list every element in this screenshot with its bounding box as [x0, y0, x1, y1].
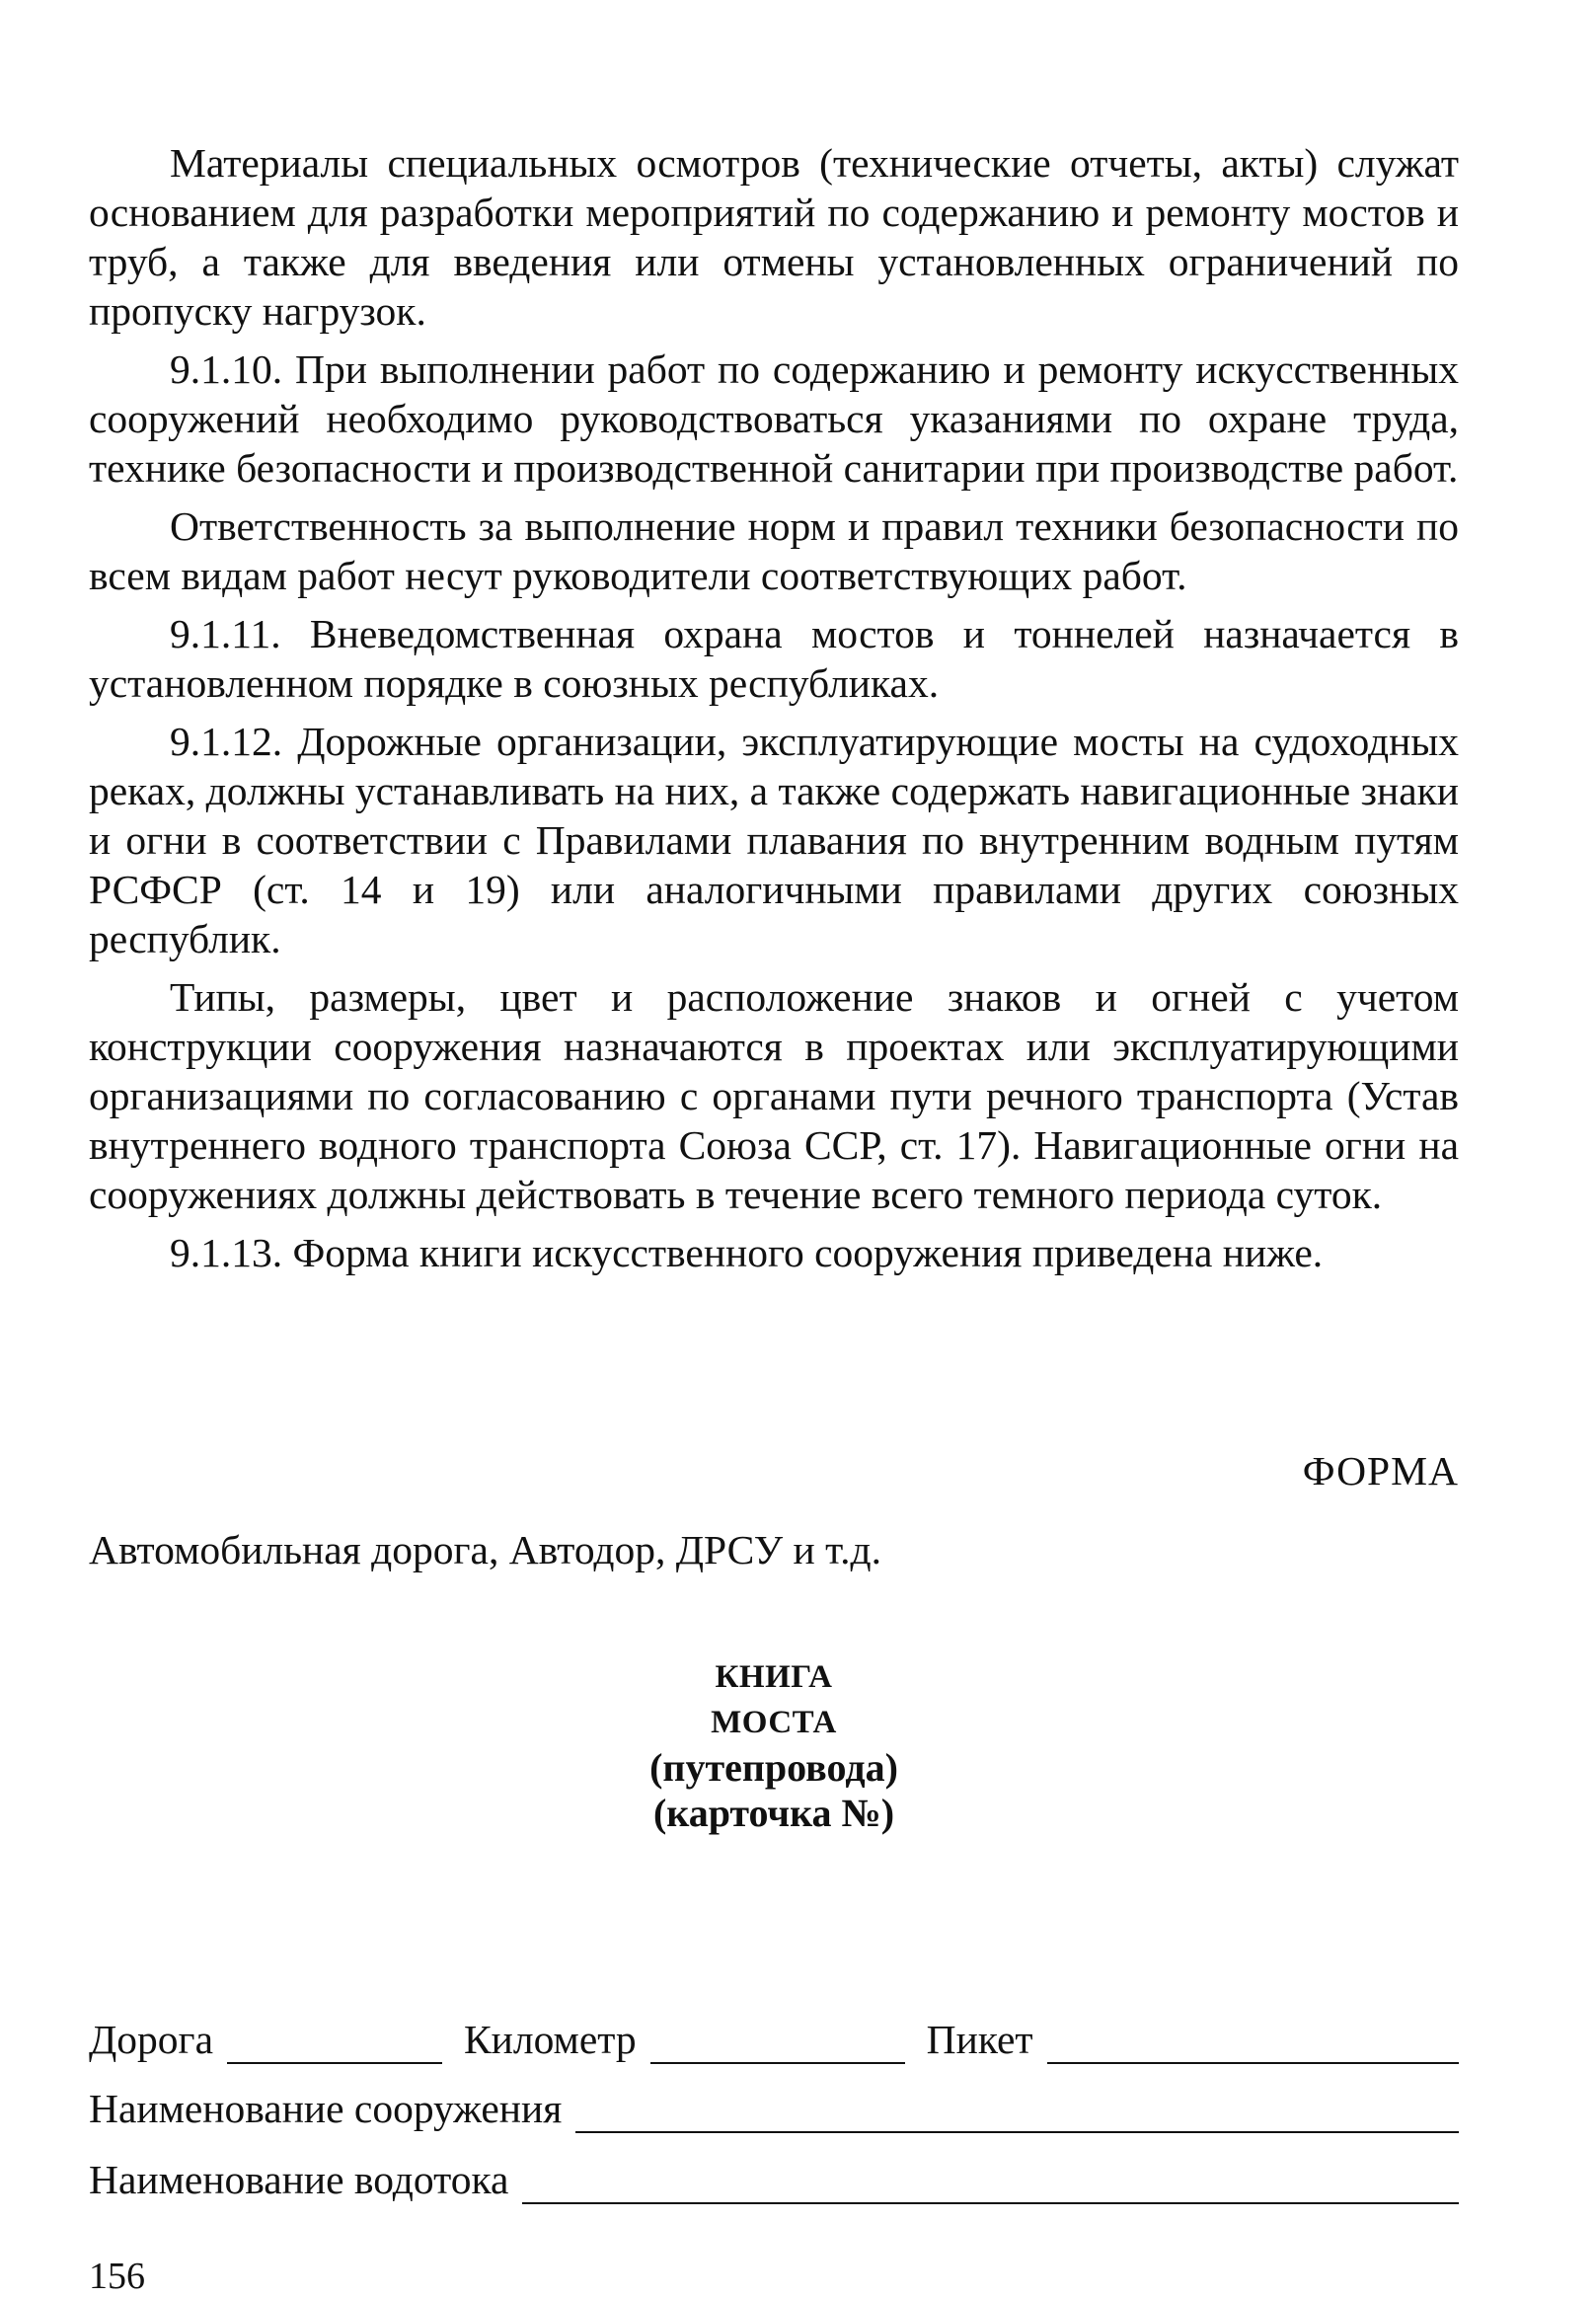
book-title-line-1: КНИГА: [715, 1659, 833, 1695]
watercourse-name-label: Наименование водотока: [89, 2157, 509, 2202]
paragraph-safety-responsibility: Ответственность за выполнение норм и правил техники безопасности по всем видам работ несут руководители соответствующих работ.: [89, 503, 1459, 598]
paragraph-9-1-10: 9.1.10. При выполнении работ по содержанию и ремонту искусственных сооружений необходимо руководствоваться указаниями по охране труда, технике безопасности и производственной санитарии при производстве работ.: [89, 346, 1459, 491]
book-title-line-2: МОСТА: [711, 1705, 837, 1740]
document-page: [89, 138, 1459, 2297]
paragraph-signs-and-lights: Типы, размеры, цвет и расположение знаков и огней с учетом конструкции сооружения назначаются в проектах или эксплуатирующими организациями по согласованию с органами пути речного транспорта (Устав внутреннего водного транспорта Союза ССР, ст. 17). Навигационные огни на сооружениях должны действовать в течение всего темного периода суток.: [89, 974, 1459, 1217]
picket-label: Пикет: [926, 2017, 1033, 2062]
book-title: [89, 1654, 1459, 1836]
road-blank[interactable]: [227, 2027, 442, 2064]
structure-name-label: Наименование сооружения: [89, 2086, 563, 2131]
structure-name-blank[interactable]: [575, 2096, 1459, 2133]
form-row-structure-name: [89, 2084, 1459, 2133]
kilometer-blank[interactable]: [650, 2027, 905, 2064]
form-label: ФОРМА: [1302, 1448, 1459, 1494]
watercourse-name-blank[interactable]: [522, 2167, 1459, 2204]
paragraph-special-inspections: Материалы специальных осмотров (технические отчеты, акты) служат основанием для разработки мероприятий по содержанию и ремонту мостов и труб, а также для введения или отмены установленных ограничений по пропуску нагрузок.: [89, 140, 1459, 334]
form-row-watercourse-name: [89, 2155, 1459, 2204]
organization-line: Автомобильная дорога, Автодор, ДРСУ и т.д.: [89, 1527, 881, 1572]
kilometer-label: Километр: [464, 2017, 637, 2062]
page-number: 156: [89, 2256, 145, 2297]
form-row-road-km-picket: [89, 2015, 1459, 2064]
road-label: Дорога: [89, 2017, 213, 2062]
paragraph-9-1-11: 9.1.11. Вневедомственная охрана мостов и тоннелей назначается в установленном порядке в союзных республиках.: [89, 611, 1459, 706]
book-title-line-4: (карточка №): [652, 1791, 895, 1835]
paragraph-9-1-12: 9.1.12. Дорожные организации, эксплуатирующие мосты на судоходных реках, должны устанавливать на них, а также содержать навигационные знаки и огни в соответствии с Правилами плавания по внутренним водным путям РСФСР (ст. 14 и 19) или аналогичными правилами других союзных республик.: [89, 719, 1459, 961]
picket-blank[interactable]: [1047, 2027, 1459, 2064]
book-title-line-3: (путепровода): [649, 1745, 898, 1790]
paragraph-9-1-13: 9.1.13. Форма книги искусственного сооружения приведена ниже.: [170, 1230, 1324, 1275]
